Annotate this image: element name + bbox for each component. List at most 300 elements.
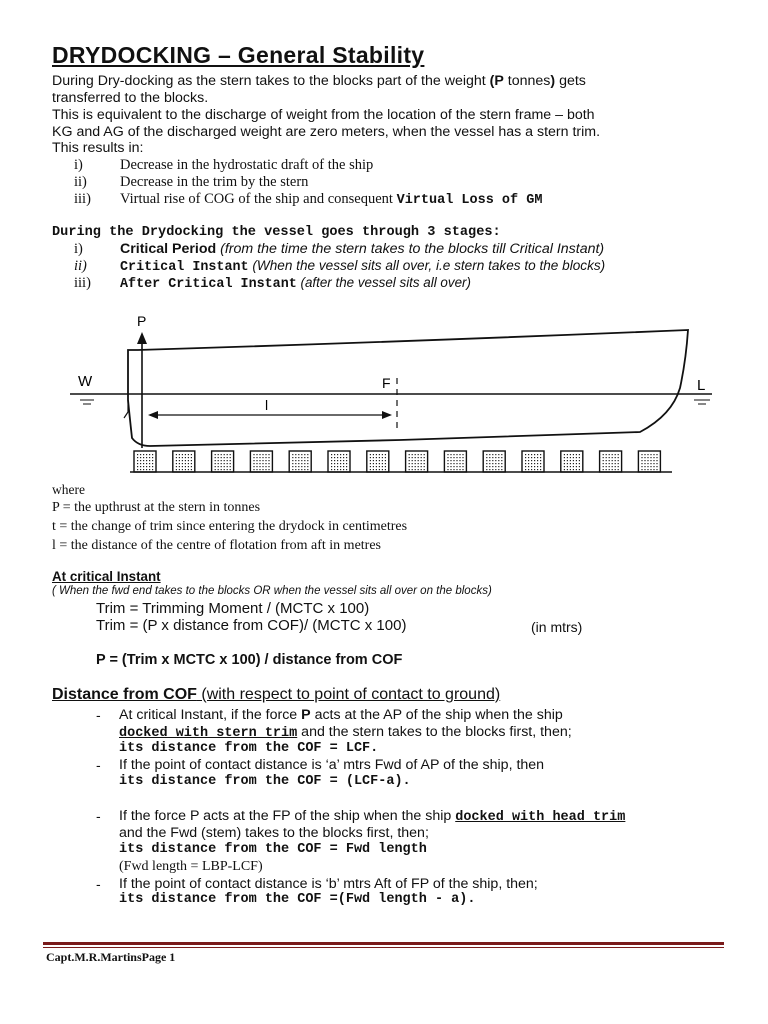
block-hatch	[176, 463, 177, 464]
block-hatch	[334, 466, 335, 467]
block-hatch	[152, 469, 153, 470]
block-hatch	[301, 466, 302, 467]
block-hatch	[456, 457, 457, 458]
block-hatch	[498, 463, 499, 464]
block-hatch	[412, 454, 413, 455]
block-hatch	[447, 454, 448, 455]
block-hatch	[262, 469, 263, 470]
block-hatch	[176, 466, 177, 467]
block-hatch	[224, 454, 225, 455]
block-hatch	[191, 463, 192, 464]
stage-item	[120, 241, 604, 257]
block-hatch	[230, 466, 231, 467]
block-hatch	[540, 460, 541, 461]
block-hatch	[537, 469, 538, 470]
block-hatch	[459, 463, 460, 464]
block-hatch	[256, 454, 257, 455]
block-hatch	[450, 466, 451, 467]
block-hatch	[564, 454, 565, 455]
stage-num: iii)	[74, 275, 91, 291]
block-hatch	[334, 460, 335, 461]
block-hatch	[385, 466, 386, 467]
stage-desc: (When the vessel sits all over, i.e stern takes to the blocks)	[248, 258, 606, 273]
block-hatch	[612, 454, 613, 455]
block-hatch	[570, 460, 571, 461]
block-hatch	[227, 463, 228, 464]
block-hatch	[221, 454, 222, 455]
block-hatch	[528, 466, 529, 467]
where-line: t = the change of trim since entering the drydock in centimetres	[52, 519, 408, 534]
block-hatch	[528, 469, 529, 470]
label-p: P	[137, 313, 147, 329]
block-hatch	[224, 460, 225, 461]
block-hatch	[140, 457, 141, 458]
block-hatch	[382, 460, 383, 461]
block-hatch	[224, 463, 225, 464]
block-hatch	[573, 454, 574, 455]
block-hatch	[346, 463, 347, 464]
equation-2-unit: (in mtrs)	[531, 619, 583, 635]
block-hatch	[653, 466, 654, 467]
block-hatch	[253, 463, 254, 464]
block-hatch	[304, 463, 305, 464]
bullet-dash: -	[96, 808, 101, 824]
block-hatch	[495, 457, 496, 458]
stage-item	[120, 275, 471, 292]
block-hatch	[418, 460, 419, 461]
block-hatch	[265, 460, 266, 461]
block-hatch	[573, 457, 574, 458]
hull-outline	[128, 330, 688, 446]
block-hatch	[385, 460, 386, 461]
block-hatch	[140, 454, 141, 455]
block-hatch	[301, 457, 302, 458]
block-hatch	[268, 469, 269, 470]
intro-line-2: transferred to the blocks.	[52, 90, 209, 106]
block-hatch	[385, 454, 386, 455]
intro-line-4: KG and AG of the discharged weight are zero meters, when the vessel has a stern trim.	[52, 124, 601, 140]
block-hatch	[489, 457, 490, 458]
block-hatch	[579, 454, 580, 455]
block-hatch	[415, 469, 416, 470]
block-hatch	[653, 469, 654, 470]
block-hatch	[603, 469, 604, 470]
block-hatch	[641, 469, 642, 470]
block-hatch	[462, 454, 463, 455]
block-hatch	[307, 454, 308, 455]
block-hatch	[146, 463, 147, 464]
block-hatch	[424, 454, 425, 455]
block-hatch	[421, 454, 422, 455]
block-hatch	[262, 457, 263, 458]
block-hatch	[379, 454, 380, 455]
block-hatch	[501, 466, 502, 467]
cof-text: and the stern takes to the blocks first, then;	[297, 724, 572, 740]
block-hatch	[418, 463, 419, 464]
block-hatch	[412, 466, 413, 467]
block-hatch	[370, 469, 371, 470]
block-hatch	[179, 469, 180, 470]
block-hatch	[609, 457, 610, 458]
block-hatch	[447, 466, 448, 467]
block-hatch	[230, 460, 231, 461]
block-hatch	[567, 469, 568, 470]
block-hatch	[191, 469, 192, 470]
block-hatch	[618, 466, 619, 467]
equation-3: P = (Trim x MCTC x 100) / distance from COF	[96, 652, 403, 668]
block-hatch	[534, 457, 535, 458]
block-hatch	[331, 454, 332, 455]
block-hatch	[501, 457, 502, 458]
block-hatch	[343, 460, 344, 461]
block-hatch	[418, 466, 419, 467]
block-hatch	[152, 457, 153, 458]
cof-b1-line2	[119, 724, 572, 741]
cof-b3-line1	[119, 808, 625, 825]
block-hatch	[498, 454, 499, 455]
block-hatch	[218, 469, 219, 470]
block-hatch	[188, 454, 189, 455]
block-hatch	[606, 469, 607, 470]
block-hatch	[370, 466, 371, 467]
block-hatch	[564, 466, 565, 467]
block-hatch	[656, 466, 657, 467]
block-hatch	[179, 454, 180, 455]
block-hatch	[576, 454, 577, 455]
block-hatch	[537, 463, 538, 464]
block-hatch	[298, 466, 299, 467]
intro-line-5: This results in:	[52, 140, 144, 156]
block-hatch	[534, 454, 535, 455]
block-hatch	[304, 466, 305, 467]
block-hatch	[337, 457, 338, 458]
block-hatch	[182, 460, 183, 461]
block-hatch	[268, 457, 269, 458]
label-f: F	[382, 375, 391, 391]
block-hatch	[540, 463, 541, 464]
block-hatch	[579, 460, 580, 461]
block-hatch	[540, 466, 541, 467]
block-hatch	[492, 457, 493, 458]
block-hatch	[256, 466, 257, 467]
block-hatch	[492, 460, 493, 461]
block-hatch	[140, 466, 141, 467]
block-hatch	[182, 463, 183, 464]
stage-name: Critical Instant	[120, 260, 249, 275]
block-hatch	[295, 457, 296, 458]
block-hatch	[501, 463, 502, 464]
block-hatch	[143, 460, 144, 461]
block-hatch	[618, 457, 619, 458]
cof-text: acts at the AP of the ship when the ship	[310, 707, 563, 723]
block-hatch	[146, 466, 147, 467]
block-hatch	[570, 466, 571, 467]
block-hatch	[295, 463, 296, 464]
block-hatch	[149, 460, 150, 461]
intro-text: gets	[555, 73, 586, 89]
block-hatch	[343, 457, 344, 458]
block-hatch	[576, 463, 577, 464]
block-hatch	[340, 466, 341, 467]
block-hatch	[307, 466, 308, 467]
block-hatch	[307, 463, 308, 464]
block-hatch	[179, 460, 180, 461]
block-hatch	[656, 457, 657, 458]
block-hatch	[606, 457, 607, 458]
block-hatch	[644, 466, 645, 467]
block-hatch	[304, 457, 305, 458]
block-hatch	[185, 460, 186, 461]
cof-b4-line1: If the point of contact distance is ‘b’ mtrs Aft of FP of the ship, then;	[119, 876, 538, 892]
block-hatch	[340, 469, 341, 470]
stage-item	[120, 258, 605, 275]
critical-note: ( When the fwd end takes to the blocks OR when the vessel sits all over on the blocks)	[52, 585, 492, 597]
block-hatch	[525, 469, 526, 470]
result-num: i)	[74, 157, 83, 173]
block-hatch	[450, 460, 451, 461]
block-hatch	[373, 457, 374, 458]
block-hatch	[146, 469, 147, 470]
block-hatch	[540, 457, 541, 458]
block-hatch	[421, 469, 422, 470]
block-hatch	[176, 454, 177, 455]
block-hatch	[647, 469, 648, 470]
block-hatch	[579, 466, 580, 467]
block-hatch	[495, 469, 496, 470]
block-hatch	[447, 460, 448, 461]
block-hatch	[191, 460, 192, 461]
block-hatch	[376, 460, 377, 461]
block-hatch	[570, 457, 571, 458]
block-hatch	[176, 460, 177, 461]
block-hatch	[137, 469, 138, 470]
block-hatch	[182, 454, 183, 455]
block-hatch	[188, 460, 189, 461]
block-hatch	[531, 460, 532, 461]
block-hatch	[340, 454, 341, 455]
block-hatch	[424, 460, 425, 461]
block-hatch	[579, 469, 580, 470]
block-hatch	[612, 460, 613, 461]
block-hatch	[415, 454, 416, 455]
cof-b2-line1: If the point of contact distance is ‘a’ mtrs Fwd of AP of the ship, then	[119, 757, 545, 773]
block-hatch	[185, 454, 186, 455]
block-hatch	[409, 454, 410, 455]
result-text: Decrease in the hydrostatic draft of the ship	[120, 157, 374, 173]
block-hatch	[615, 457, 616, 458]
block-hatch	[224, 469, 225, 470]
cof-bold-underline: docked with head trim	[455, 810, 626, 825]
block-hatch	[618, 463, 619, 464]
block-hatch	[609, 460, 610, 461]
block-hatch	[421, 466, 422, 467]
block-hatch	[650, 466, 651, 467]
block-hatch	[268, 454, 269, 455]
block-hatch	[450, 469, 451, 470]
block-hatch	[453, 457, 454, 458]
block-hatch	[259, 466, 260, 467]
block-hatch	[579, 463, 580, 464]
block-hatch	[462, 457, 463, 458]
block-hatch	[343, 469, 344, 470]
block-hatch	[337, 466, 338, 467]
block-hatch	[525, 463, 526, 464]
block-hatch	[653, 457, 654, 458]
block-hatch	[486, 466, 487, 467]
result-text: Decrease in the trim by the stern	[120, 174, 309, 190]
block-hatch	[265, 469, 266, 470]
intro-line-3: This is equivalent to the discharge of weight from the location of the stern frame – both	[52, 107, 595, 123]
block-hatch	[647, 454, 648, 455]
block-hatch	[146, 460, 147, 461]
block-hatch	[501, 454, 502, 455]
block-hatch	[606, 460, 607, 461]
block-hatch	[304, 454, 305, 455]
block-hatch	[534, 460, 535, 461]
cof-b3-line4: (Fwd length = LBP-LCF)	[119, 859, 263, 874]
block-hatch	[650, 454, 651, 455]
block-hatch	[618, 460, 619, 461]
block-hatch	[253, 469, 254, 470]
block-hatch	[409, 469, 410, 470]
keel-blocks	[134, 451, 660, 472]
block-hatch	[603, 457, 604, 458]
stage-num: i)	[74, 241, 83, 257]
block-hatch	[418, 469, 419, 470]
block-hatch	[525, 460, 526, 461]
bullet-dash: -	[96, 876, 101, 892]
stage-num: ii)	[74, 258, 87, 274]
length-arrow-left	[148, 411, 158, 419]
block-hatch	[265, 454, 266, 455]
block-hatch	[424, 463, 425, 464]
block-hatch	[456, 463, 457, 464]
block-hatch	[376, 457, 377, 458]
block-hatch	[149, 466, 150, 467]
block-hatch	[337, 463, 338, 464]
block-hatch	[188, 463, 189, 464]
block-hatch	[459, 469, 460, 470]
cof-heading-rest: (with respect to point of contact to ground)	[196, 686, 501, 703]
block-hatch	[653, 463, 654, 464]
critical-heading: At critical Instant	[52, 569, 161, 584]
block-hatch	[182, 469, 183, 470]
stage-name: Critical Period	[120, 241, 217, 257]
block-hatch	[215, 466, 216, 467]
block-hatch	[265, 466, 266, 467]
block-hatch	[486, 454, 487, 455]
block-hatch	[612, 457, 613, 458]
block-hatch	[564, 469, 565, 470]
block-hatch	[218, 457, 219, 458]
block-hatch	[152, 460, 153, 461]
block-hatch	[459, 466, 460, 467]
block-hatch	[218, 460, 219, 461]
block-hatch	[409, 466, 410, 467]
cof-bold: P	[301, 707, 311, 723]
block-hatch	[459, 460, 460, 461]
block-hatch	[143, 469, 144, 470]
block-hatch	[415, 463, 416, 464]
block-hatch	[343, 463, 344, 464]
label-length: l	[265, 397, 269, 413]
block-hatch	[230, 469, 231, 470]
block-hatch	[641, 466, 642, 467]
block-hatch	[537, 454, 538, 455]
block-hatch	[579, 457, 580, 458]
block-hatch	[376, 454, 377, 455]
block-hatch	[140, 460, 141, 461]
block-hatch	[256, 460, 257, 461]
block-hatch	[641, 460, 642, 461]
block-hatch	[331, 466, 332, 467]
block-hatch	[370, 463, 371, 464]
block-hatch	[618, 454, 619, 455]
block-hatch	[385, 463, 386, 464]
block-hatch	[570, 469, 571, 470]
block-hatch	[644, 460, 645, 461]
block-hatch	[650, 469, 651, 470]
block-hatch	[259, 457, 260, 458]
block-hatch	[564, 460, 565, 461]
block-hatch	[337, 469, 338, 470]
block-hatch	[176, 469, 177, 470]
block-hatch	[137, 457, 138, 458]
block-hatch	[149, 469, 150, 470]
block-hatch	[221, 457, 222, 458]
block-hatch	[227, 469, 228, 470]
block-hatch	[230, 454, 231, 455]
block-hatch	[191, 454, 192, 455]
block-hatch	[253, 457, 254, 458]
block-hatch	[492, 463, 493, 464]
block-hatch	[531, 463, 532, 464]
block-hatch	[489, 460, 490, 461]
block-hatch	[149, 454, 150, 455]
block-hatch	[424, 466, 425, 467]
block-hatch	[647, 463, 648, 464]
block-hatch	[573, 460, 574, 461]
intro-text: During Dry-docking as the stern takes to the blocks part of the weight	[52, 73, 490, 89]
result-text-plain: Virtual rise of COG of the ship and consequent	[120, 191, 397, 207]
block-hatch	[149, 463, 150, 464]
block-hatch	[609, 469, 610, 470]
block-hatch	[346, 469, 347, 470]
block-hatch	[182, 466, 183, 467]
block-hatch	[218, 454, 219, 455]
block-hatch	[534, 469, 535, 470]
block-hatch	[573, 469, 574, 470]
block-hatch	[531, 469, 532, 470]
block-hatch	[418, 457, 419, 458]
footer-rule	[43, 947, 724, 948]
block-hatch	[603, 466, 604, 467]
block-hatch	[265, 463, 266, 464]
block-hatch	[564, 457, 565, 458]
block-hatch	[650, 463, 651, 464]
block-hatch	[528, 463, 529, 464]
block-hatch	[218, 466, 219, 467]
block-hatch	[641, 457, 642, 458]
block-hatch	[421, 463, 422, 464]
upthrust-arrowhead	[137, 332, 147, 344]
block-hatch	[379, 466, 380, 467]
block-hatch	[292, 454, 293, 455]
block-hatch	[379, 457, 380, 458]
where-line: P = the upthrust at the stern in tonnes	[52, 500, 261, 515]
block-hatch	[462, 466, 463, 467]
block-hatch	[495, 460, 496, 461]
